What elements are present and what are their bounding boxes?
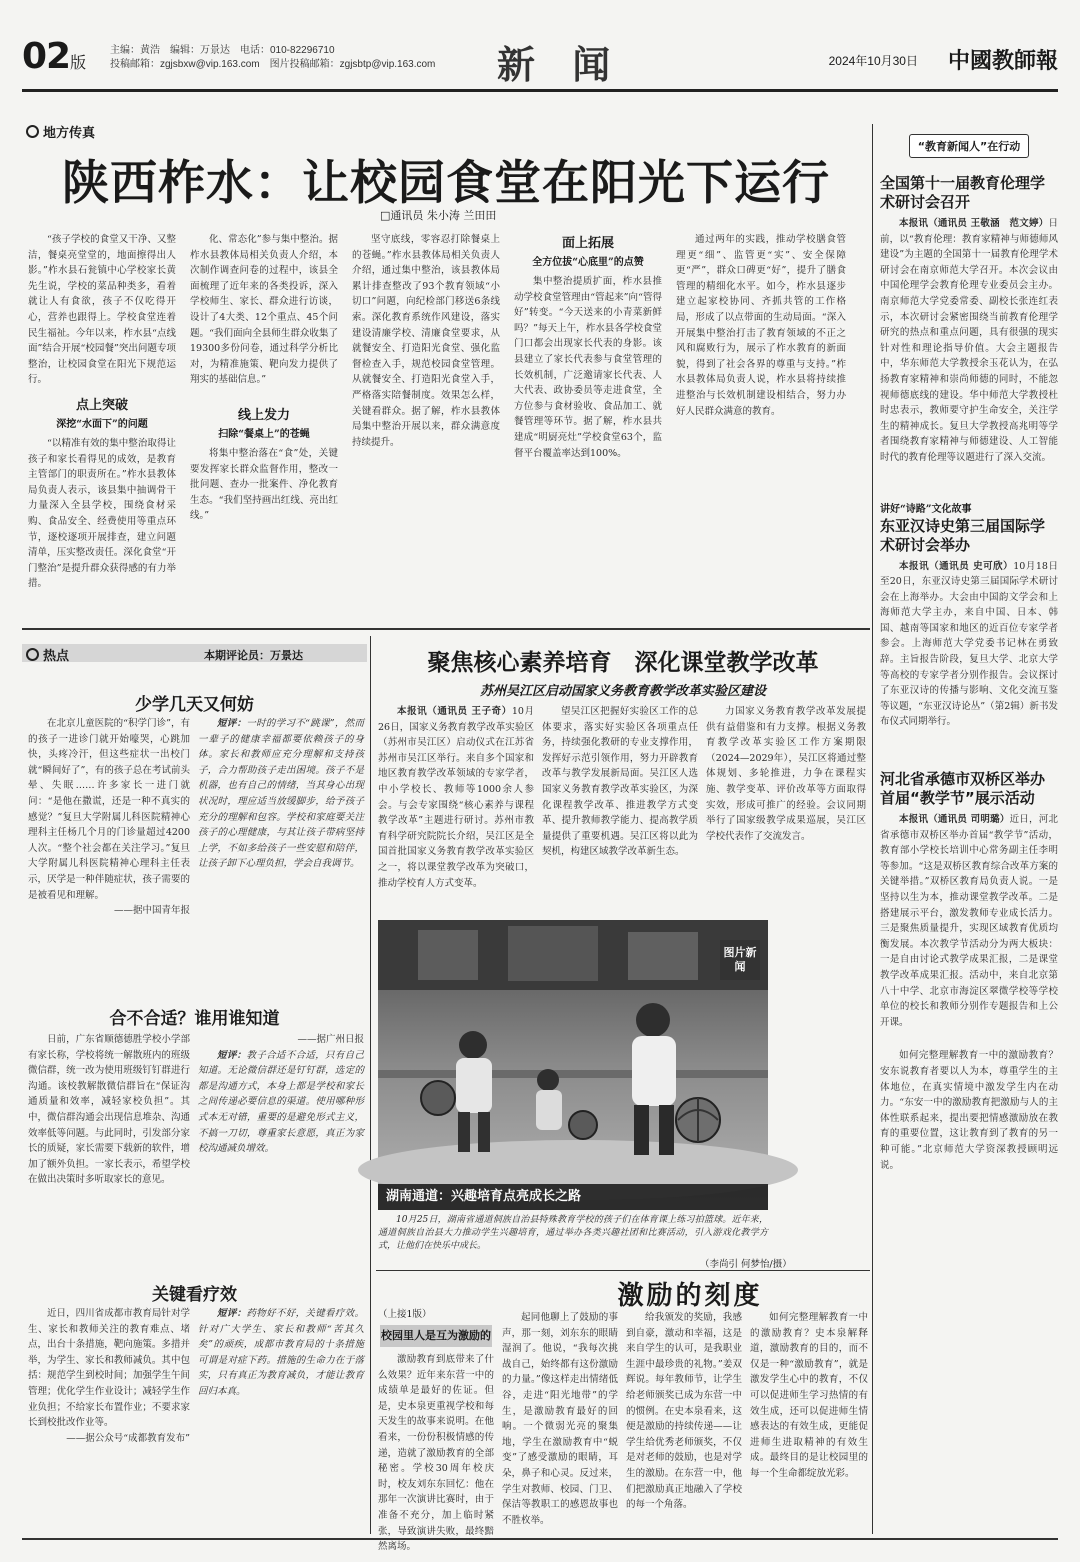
news-photo: [378, 920, 768, 1210]
sidebar-headline-3: 河北省承德市双桥区举办首届“教学节”展示活动: [880, 770, 1046, 808]
masthead-logo: 中國教師報: [947, 48, 1058, 74]
circle-icon: [26, 648, 39, 661]
footer-rule: [22, 1538, 1058, 1540]
subhead-line: 线上发力: [237, 407, 290, 423]
hot-article-1-comment: 短评：一时的学习不“跳课”，然而一辈子的健康幸福都要依赖孩子的身体。家长和教师应充分理解和支持孩子，合力帮助孩子走出困境。孩子不是机器，也有自己的情绪，当其身心出现状况时，理应适当放缓脚步，给予孩子充分的理解和包容。学校和家庭要关注孩子的心理健康，与其让孩子带病坚持上学，不如多给孩子一些安慰和陪伴，让孩子卸下心理负担，学会自我调节。: [198, 718, 364, 870]
photo-credit: （李尚引 何梦怡/摄）: [700, 1259, 792, 1270]
bottom-subhead: 校园里人是互为激励的: [380, 1325, 492, 1347]
continued-note: （上接1版）: [378, 1309, 432, 1320]
divider: [370, 636, 371, 1534]
hot-article-2-comment: ——据广州日报 短评：教子合适不合适，只有自己知道。无论微信群还是钉钉群，选定的都是沟通方式，本身上都是学校和家长之间传递必要信息的渠道。使用哪种形式本无对错，重要的是避免形式主义，不搞一刀切，尊重家长意愿，真正为家校沟通减负增效。: [198, 1034, 364, 1155]
subhead-line-sub: 扫除“餐桌上”的苍蝇: [218, 428, 310, 440]
lead-column-4: 面上拓展 全方位拔“心底里”的点赞 集中整治提质扩面，柞水县推动学校食堂管理由“管起来”向“管得好”转变。“今天送来的小青菜新鲜吗？”每天上午，柞水县各学校食堂门口都会出现家长代表的身影。该县建立了家长代表参与食堂管理的长效机制，广泛邀请家长代表、人大代表、政协委员等走进食堂，全方位参与食材验收、食品加工、就餐管理等环节。据了解，柞水县共建成“明厨亮灶”学校食堂63个，监督平台覆盖率达到100%。: [514, 232, 662, 612]
divider: [22, 628, 870, 630]
editor-info: 主编：黄浩 编辑：万景达 电话：010-82296710 投稿邮箱：zgjsbxw@vip.163.com 图片投稿邮箱：zgjsbtp@vip.163.com: [110, 45, 436, 70]
hot-title-2: 合不合适？谁用谁知道: [109, 1009, 280, 1029]
sidebar: “教育新闻人”在行动 全国第十一届教育伦理学术研讨会召开 本报讯（通讯员 王敬涵 范文婷）日前，以“教育伦理：教育家精神与师德师风建设”为主题的全国第十一届教育伦理学术研讨会在南京师范大学召开。本次会议由中国伦理学会教育伦理专业委员会主办。南京师范大学党委常委、副校长张连红表示，本次研讨会紧密围绕当前教育伦理学研究的热点和重点问题，具有很强的现实针对性和理论指导价值。大会主题报告中，华东师范大学教授余玉花认为，在弘扬教育家精神和崇尚师德的同时，不能忽视师德底线的建设。华中师范大学教授杜时忠表示，教师要守护生命安全，关注学生的精神成长。复旦大学教授高兆明等学者围绕教育家精神与师德建设、人工智能时代的教育伦理等议题进行了深入交流。 讲好“诗路”文化故事 东亚汉诗史第三届国际学术研讨会举办 本报讯（通讯员 史可欣）10月18日至20日，东亚汉诗史第三届国际学术研讨会在上海举办。大会由中国韵文学会和上海师范大学主办，来自中国、日本、韩国、越南等国家和地区的近百位专家学者参会。上海师范大学党委书记林在勇致辞。主旨报告阶段，复旦大学、北京大学等高校的专家学者分别作报告。会议探讨了东亚汉诗的传播与影响、文化交流互鉴等议题，“东亚汉诗论丛”（第2辑）新书发布仪式同期举行。 河北省承德市双桥区举办首届“教学节”展示活动 本报讯（通讯员 司明璐）近日，河北省承德市双桥区举办首届“教学节”活动，教育部小学校长培训中心常务副主任李明等参加。“这是双桥区教育综合改革方案的关键举措。”双桥区教育局负责人说。一是坚持以生为本，推动课堂教学改革。二是搭建展示平台，激发教师专业成长活力。三是聚焦质量提升，实现区域教育优质均衡发展。本次教学节活动分为两大板块：一是自由讨论式教学成果汇报，二是课堂教学改革成果汇报。活动中，来自北京第八十中学、北京市海淀区翠微学校等学校单位的校长和教师分别作专题报告和上公开课。 如何完整理解教育一中的激励教育？安东说教育者要以人为本，尊重学生的主体地位，在真实情境中激发学生内在动力。“东安一中的激励教育把激励与人的主体性联系起来，提出要把情感激励放在教育的重要位置，这让教育到了教育的另一种可能。”北京师范大学资深教授顾明远说。: [880, 134, 1058, 1534]
bottom-column-4: 如何完整理解教育一中的激励教育？史本泉解释道，激励教育的目的，而不仅是一种“激励教育”，就是激发学生心中的教育，不仅可以促进师生学习热情的有效生成，还可以促进师生情感表达的有效生成，更能促进师生进取精神的有效生成。最终目的是让校园里的每一个生命都绽放光彩。: [750, 1312, 868, 1479]
issue-date: 2024年10月30日: [828, 54, 918, 68]
circle-icon: [26, 125, 39, 138]
section-title: 新 闻: [497, 42, 623, 87]
sidebar-continued: 如何完整理解教育一中的激励教育？安东说教育者要以人为本，尊重学生的主体地位，在真实情境中激发学生内在动力。“东安一中的激励教育把激励与人的主体性联系起来，提出要把情感激励放在教育的重要位置，这让教育到了教育的另一种可能。”北京师范大学资深教授顾明远说。: [880, 1050, 1058, 1171]
hot-section-bar: [22, 644, 367, 662]
subhead-surface: 面上拓展: [561, 236, 614, 251]
divider: [872, 124, 873, 1534]
hot-article-3-body: 近日，四川省成都市教育局针对学生、家长和教师关注的教育难点、堵点，出台十条措施，靶向施策。多措并举，为学生、家长和教师减负。其中包括：规范学生到校时间；加强学生午间管理；优化学生作业设计；减轻学生作业负担；不给家长布置作业；不要求家长到校批改作业等。 ——据公众号“成都教育发布”: [28, 1308, 190, 1444]
sidebar-kicker-2: 讲好“诗路”文化故事: [880, 503, 972, 515]
lead-column-3: 坚守底线，零容忍打除餐桌上的苍蝇。”柞水县教体局相关负责人介绍，通过集中整治，该县教体局累计排查整改了93个教育领域“小切口”问题，向纪检部门移送6条线索。深化教育系统作风建设，落实建设清廉学校、清廉食堂要求，从就餐安全、打造阳光食堂、强化监督检查入手，规范校园食堂管理。从就餐安全、打造阳光食堂入手，严格落实陪餐制度。效果怎么样，关键看群众。据了解，柞水县教体局集中整治开展以来，群众满意度持续提升。: [352, 234, 500, 448]
lead-headline: 陕西柞水：让校园食堂在阳光下运行: [62, 156, 830, 211]
hot-article-1-body: 在北京儿童医院的“积学门诊”，有的孩子一进诊门就开始嚎哭，心跳加快，头疼冷汗，但这些症状一出校门就“瞬间好了”，有的孩子总在考试前头晕、失眠……许多家长一进门就问：“是他在撒谎，还是一种不真实的感觉？”复旦大学附属儿科医院精神心理科主任杨几个月的门诊量超过4200人次。“整个社会都在关注学习。”复旦大学附属儿科医院精神心理科主任表示，厌学是一种伴随症状，孩子需要的是被看见和理解。 ——据中国青年报: [28, 718, 190, 917]
lead-byline: □通讯员 朱小涛 兰田田: [380, 209, 497, 222]
hot-article-2-body: 日前，广东省顺德德胜学校小学部有家长称，学校将统一解散班内的班级微信群，统一改为使用班级钉钉群进行沟通。该校教解散微信群旨在“保证沟通质量和效率，减轻家校负担”。其中，微信群沟通会出现信息堆杂、沟通效率低等问题。与此同时，引发部分家长的质疑，家长需要下载新的软件，增加了额外负担。一家长表示，希望学校在做出决策时多听取家长的意见。: [28, 1034, 190, 1186]
page-number: 02版: [22, 36, 86, 77]
photo-description: 10月25日，湖南省通道侗族自治县特殊教育学校的孩子们在体育课上练习拍篮球。近年来，通道侗族自治县大力推动学生兴趣培育，通过举办各类兴趣社团和比赛活动，引入游戏化教学方式，让他们在快乐中成长。: [378, 1215, 768, 1251]
bottom-column-2: 起同他聊上了鼓励的事声，那一刻，刘东东的眼睛湿润了。他说，“我每次挑战自己，始终都有这份激励的力量。”像这样走出情绪低谷，走进“阳光地带”的学生，是激励教育最好的回响。一个微弱光亮的聚集地，学生在激励教育中“蜕变”了感受激励的眼睛，耳朵，鼻子和心灵。反过来，学生对教师、校园、门卫、保洁等教职工的感恩故事也不胜枚举。: [502, 1312, 618, 1526]
subhead-surface-sub: 全方位拔“心底里”的点赞: [532, 257, 644, 268]
kids-basketball-photo: [378, 920, 768, 1210]
hot-article-3-comment: 短评：药物好不好，关键看疗效。针对广大学生、家长和教师“苦其久矣”的顽疾，成都市教育局的十条措施可谓是对症下药。措施的生命力在于落实，只有真正为教育减负，才能让教育回归本真。: [198, 1308, 364, 1397]
lead-column-1: “孩子学校的食堂又干净、又整洁，餐桌亮堂堂的，地面擦得出人影。”柞水县石瓮镇中心学校家长黄先生说，学校的菜品种类多，看着就让人有食欲，孩子不仅吃得开心，营养也跟得上。学校食堂连着民生福祉。今年以来，柞水县“点线面”结合开展“校园餐”突出问题专项整治，让校园食堂在阳光下规范运行。 点上突破 深挖“水面下”的问题 “以精准有效的集中整治取得让孩子和家长看得见的成效，是教育主管部门的职责所在。”柞水县教体局负责人表示，该县集中抽调骨干力量深入全县学校，围绕食材采购、食品安全、经费使用等重点环节，逐校逐项开展排查，建立问题清单，压实整改责任。深化食堂“开门整治”是提升群众获得感的有力举措。: [28, 234, 176, 590]
hot-tag: 热点: [26, 645, 69, 664]
feature-column-1: 本报讯（通讯员 王子奇）10月26日，国家义务教育教学改革实验区（苏州市吴江区）启动仪式在江苏省苏州市吴江区举行。来自多个国家和地区教育教学改革领域的专家学者，中小学校长、教师等1000余人参会。与会专家围绕“核心素养与课程教学改革”主题进行研讨。苏州市教育科学研究院院长介绍，吴江区是全国首批国家义务教育教学改革实验区之一，将以课堂教学改革为突破口，推动学校育人方式变革。: [378, 706, 535, 889]
bottom-headline: 激励的刻度: [617, 1281, 763, 1311]
feature-column-3: 力国家义务教育教学改革发展提供有益借鉴和有力支撑。根据义务教育教学改革实验区工作方案期限（2024—2029年），吴江区将通过整体规划、多轮推进，力争在课程实施、教学变革、评价改革等方面取得实效，形成可推广的经验。会议同期举行了国家级教学成果巡展，吴江区学校代表作了交流发言。: [706, 706, 866, 842]
feature-subtitle: 苏州吴江区启动国家义务教育教学改革实验区建设: [479, 684, 766, 699]
subhead-point-sub: 深挖“水面下”的问题: [56, 418, 148, 430]
lead-column-5: 通过两年的实践，推动学校膳食管理更“细”、监管更“实”、安全保障更“严”，群众口碑更“好”，提升了膳食管理的精细化水平。如今，柞水县逐步建立起家校协同、齐抓共管的工作格局，形成了以点带面的生动局面。“深入开展集中整治打击了教育领域的不正之风和腐败行为，展示了柞水教育的新面貌，得到了社会各界的尊重与支持。”柞水县教体局负责人说，柞水县将持续推进整治与长效机制建设相结合，努力办好人民群众满意的教育。: [676, 234, 846, 417]
sidebar-label: “教育新闻人”在行动: [909, 134, 1029, 158]
lead-column-2: 化、常态化”参与集中整治。据柞水县教体局相关负责人介绍，本次制作调查问卷的过程中，该县全面梳理了近年来的各类投诉，深入学校师生、家长、群众进行访谈，设计了4大类、12个重点、45个问题。“我们面向全县师生群众收集了19300多份问卷，通过科学分析比对，为精准施策、靶向发力提供了翔实的基础信息。” 线上发力 扫除“餐桌上”的苍蝇 将集中整治落在“食”处，关键要发挥家长群众监督作用，整改一批问题、查办一批案件、净化教育生态。“我们坚持画出红线、亮出红线。”: [190, 234, 338, 522]
photo-caption: 湖南通道：兴趣培育点亮成长之路: [378, 1184, 768, 1210]
lead-tag: 地方传真: [26, 122, 95, 141]
divider: [376, 1270, 870, 1271]
feature-column-2: 望吴江区把握好实验区工作的总体要求，落实好实验区各项重点任务，持续强化教研的专业支撑作用，发挥好示范引领作用，努力开辟教育改革与教学发展新局面。吴江区人选国家义务教育教学改革实验区，为深化课程教学改革、推进教学方式变革、提升教师教学能力、提高教学质量提供了重要机遇。吴江区将以此为契机，构建区域教学改革新生态。: [542, 706, 698, 858]
bottom-column-3: 给我颁发的奖励，我感到自豪，激动和幸福，这是来自学生的认可，是我职业生涯中最珍贵的礼物。”姜双辉说。每年教师节，让学生给老师颁奖已成为东营一中的惯例。在史本泉看来，这便是激励的持续传递——让学生给优秀老师颁奖，不仅是对老师的鼓励，也是对学生的激励。在东营一中，他们把激励真正地融入了学校的每一个角落。: [626, 1312, 742, 1511]
feature-headline: 聚焦核心素养培育 深化课堂教学改革: [427, 650, 819, 676]
photo-news-badge: 图片新闻: [720, 940, 760, 980]
sidebar-headline-2: 东亚汉诗史第三届国际学术研讨会举办: [880, 516, 1046, 554]
bottom-column-1: 激励教育到底带来了什么效果？近年来东营一中的成绩单是最好的佐证。但是，史本泉更重视学校和每天发生的故事来说明。在他看来，一份份积极情感的传递，造就了激励教育的全部秘密。学校30周年校庆时，校友刘东东回忆：他在那年一次演讲比赛时，由于准备不充分，加上临时紧张，导致演讲失败，最终黯然离场。: [378, 1354, 494, 1553]
hot-reviewer: 本期评论员：万景达: [204, 649, 303, 662]
subhead-point: 点上突破: [75, 397, 128, 413]
page-header: [22, 36, 1058, 92]
hot-title-3: 关键看疗效: [152, 1285, 237, 1305]
sidebar-headline-1: 全国第十一届教育伦理学术研讨会召开: [880, 174, 1046, 211]
hot-title-1: 少学几天又何妨: [135, 695, 254, 715]
